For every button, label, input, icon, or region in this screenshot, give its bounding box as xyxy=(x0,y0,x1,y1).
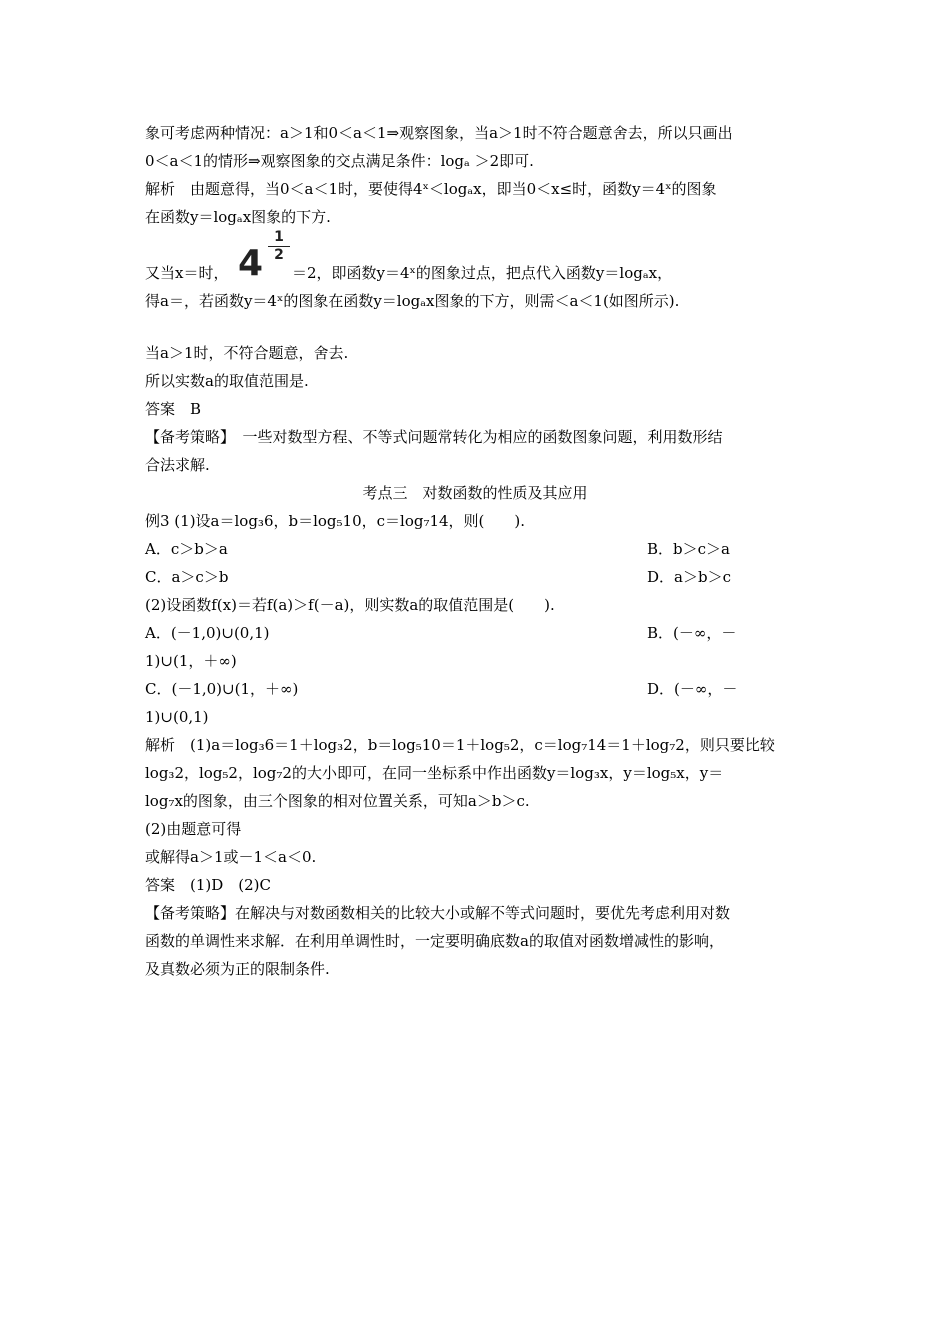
text-line: 象可考虑两种情况：a＞1和0＜a＜1⇒观察图象，当a＞1时不符合题意舍去，所以只画出 xyxy=(145,124,733,142)
option-c: C．(－1,0)∪(1，＋∞) xyxy=(145,680,299,698)
solution-line: log₃2，log₅2，log₇2的大小即可，在同一坐标系中作出函数y＝log₃x，y＝log₅x，y＝ xyxy=(145,764,724,782)
formula-exponent xyxy=(268,230,290,263)
option-a: A．c＞b＞a xyxy=(145,540,228,558)
text-line: 0＜a＜1的情形⇒观察图象的交点满足条件：logₐ ＞2即可. xyxy=(145,152,534,170)
answer-line: 答案 B xyxy=(145,400,202,418)
solution-line: 或解得a＞1或－1＜a＜0. xyxy=(145,848,317,866)
solution-line: (2)由题意可得 xyxy=(145,820,242,838)
option-d: D．a＞b＞c xyxy=(647,568,731,586)
option-b-continued: 1)∪(1，＋∞) xyxy=(145,652,237,670)
solution-line: 解析 (1)a＝log₃6＝1＋log₃2，b＝log₅10＝1＋log₅2，c＝log₇14＝1＋log₇2，则只要比较 xyxy=(145,736,775,754)
answer-line: 答案 (1)D (2)C xyxy=(145,876,271,894)
text-line: 得a＝，若函数y＝4ˣ的图象在函数y＝logₐx图象的下方，则需＜a＜1(如图所示). xyxy=(145,292,680,310)
solution-line: log₇x的图象，由三个图象的相对位置关系，可知a＞b＞c. xyxy=(145,792,530,810)
strategy-line: 【备考策略】 一些对数型方程、不等式问题常转化为相应的函数图象问题，利用数形结 xyxy=(145,428,723,446)
option-b: B．(－∞，－ xyxy=(647,624,737,642)
text-line: 函数的单调性来求解．在利用单调性时，一定要明确底数a的取值对函数增减性的影响， xyxy=(145,932,724,950)
text-line: 及真数必须为正的限制条件. xyxy=(145,960,330,978)
option-d: D．(－∞，－ xyxy=(647,680,738,698)
section-heading: 考点三 对数函数的性质及其应用 xyxy=(362,484,588,502)
text-line: 在函数y＝logₐx图象的下方. xyxy=(145,208,331,226)
formula-base: 4 xyxy=(238,243,264,284)
option-d-continued: 1)∪(0,1) xyxy=(145,708,209,726)
exponent-denominator: 2 xyxy=(274,247,284,263)
option-c: C．a＞c＞b xyxy=(145,568,229,586)
text-line: 所以实数a的取值范围是. xyxy=(145,372,309,390)
text-line: 解析 由题意得，当0＜a＜1时，要使得4ˣ＜logₐx，即当0＜x≤时，函数y＝4ˣ的图象 xyxy=(145,180,717,198)
strategy-line: 【备考策略】在解决与对数函数相关的比较大小或解不等式问题时，要优先考虑利用对数 xyxy=(145,904,731,922)
example-question: (2)设函数f(x)＝若f(a)＞f(－a)，则实数a的取值范围是( ). xyxy=(145,596,555,614)
text-line: 又当x＝时， xyxy=(145,264,229,282)
option-b: B．b＞c＞a xyxy=(647,540,730,558)
option-a: A．(－1,0)∪(0,1) xyxy=(145,624,270,642)
text-line: ＝2，即函数y＝4ˣ的图象过点，把点代入函数y＝logₐx， xyxy=(292,264,673,282)
example-question: 例3 (1)设a＝log₃6，b＝log₅10，c＝log₇14，则( ). xyxy=(145,512,526,530)
text-line: 当a＞1时，不符合题意，舍去. xyxy=(145,344,349,362)
text-line: 合法求解. xyxy=(145,456,210,474)
exponent-numerator: 1 xyxy=(274,229,284,245)
